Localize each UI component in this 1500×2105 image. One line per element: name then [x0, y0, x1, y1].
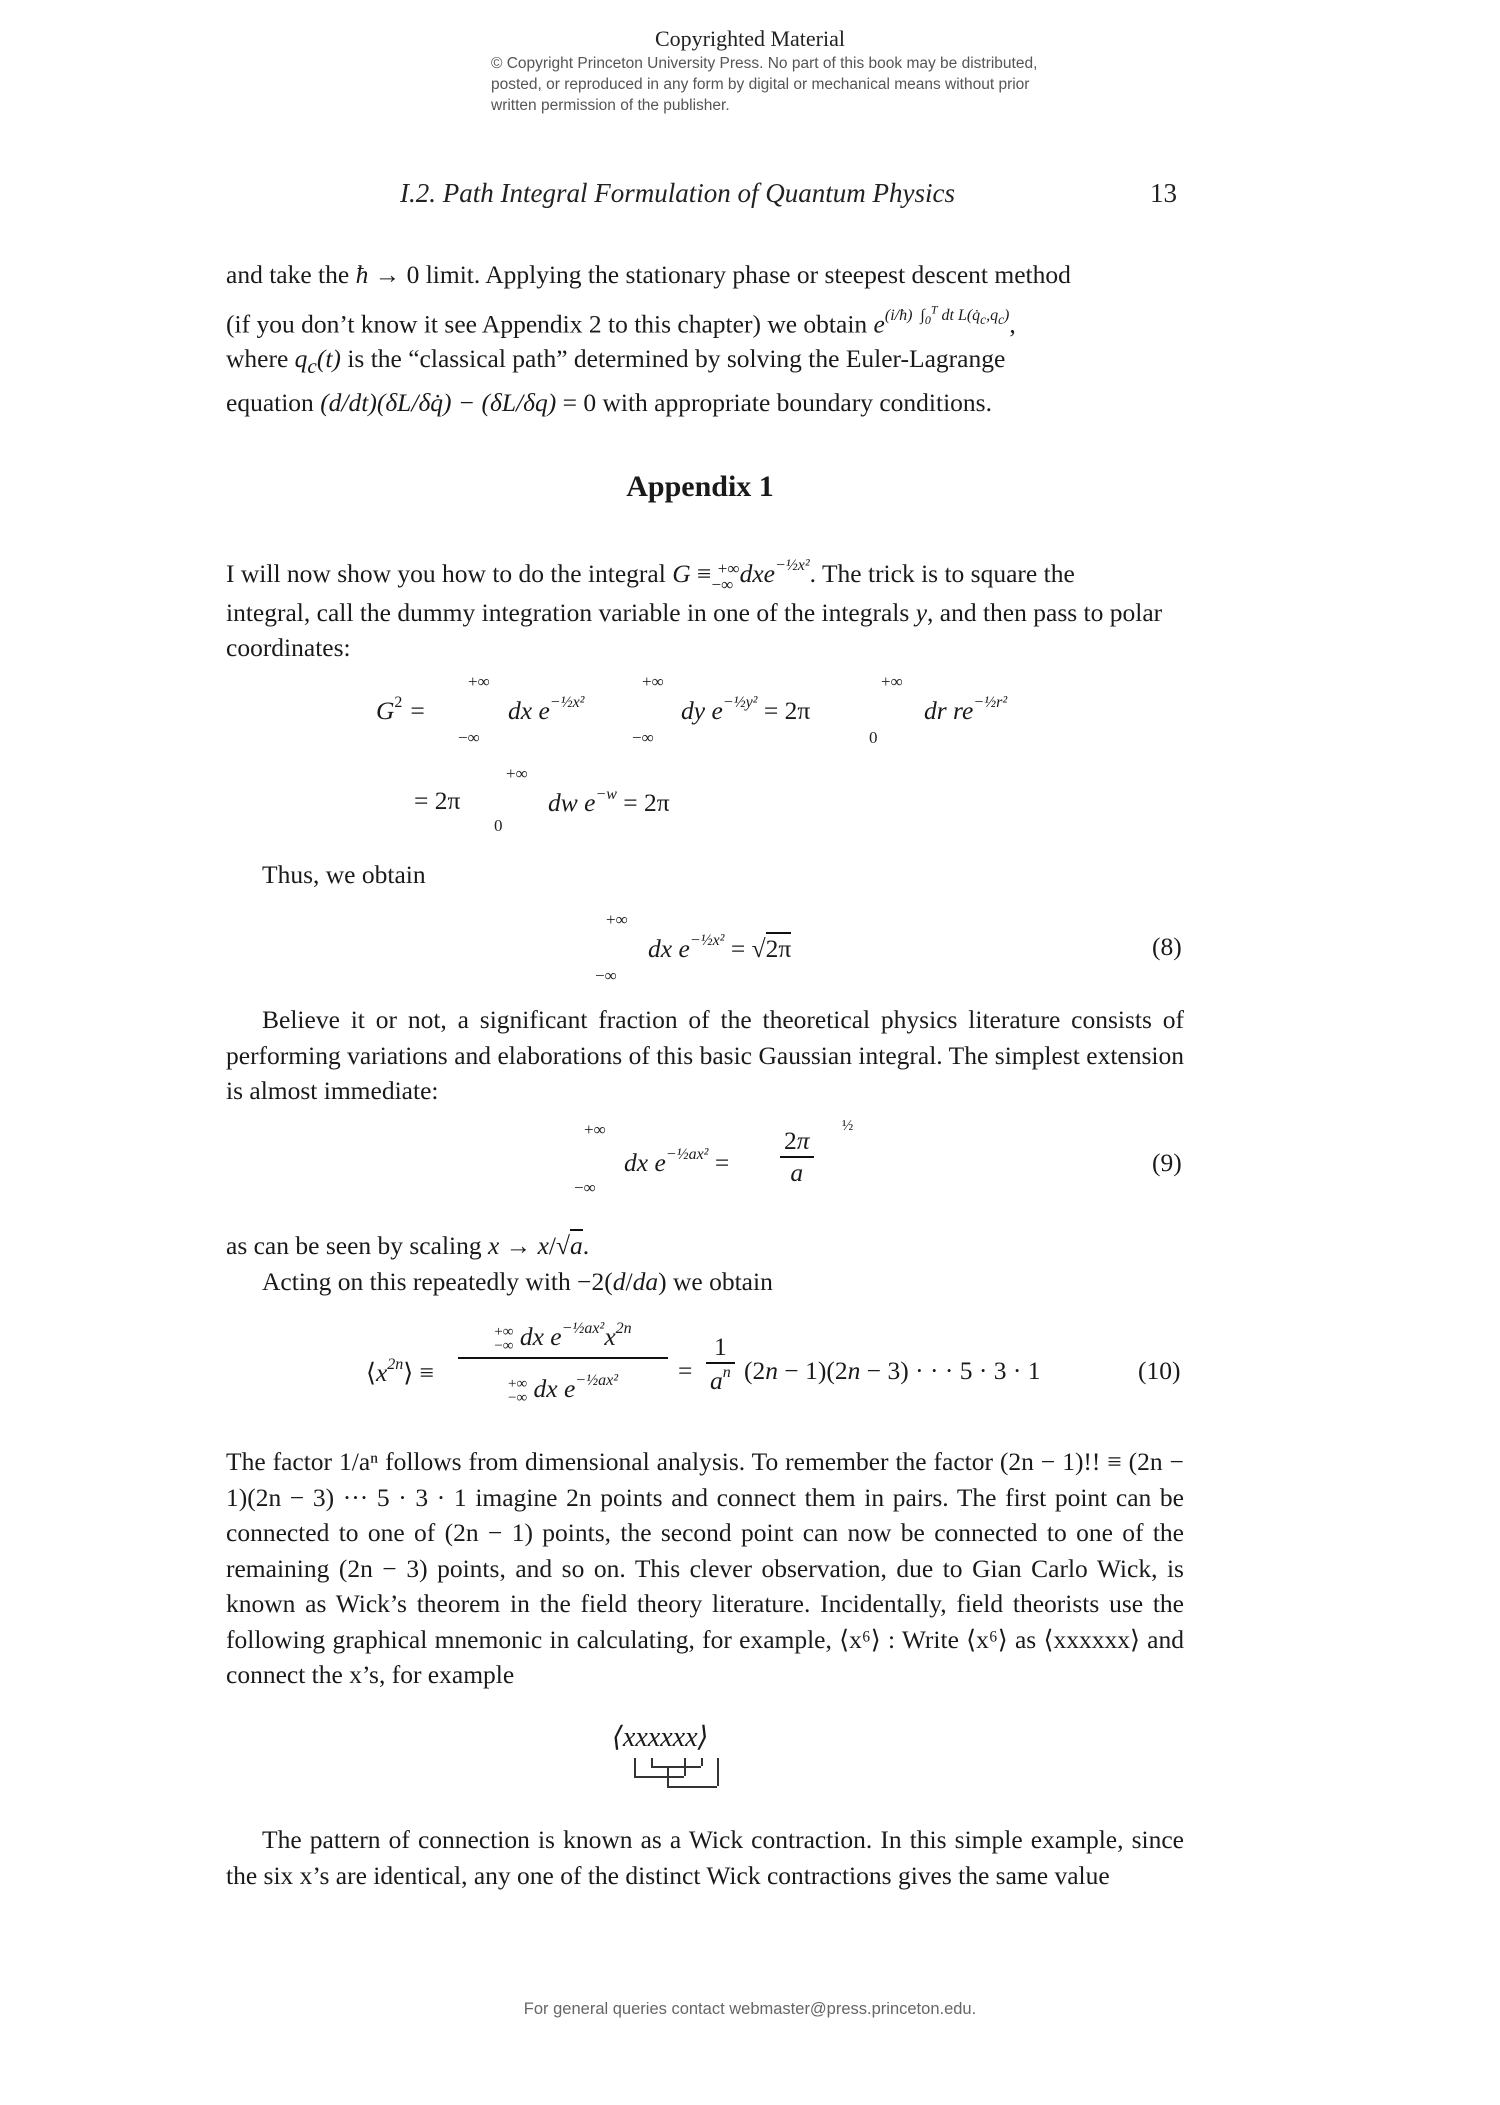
intro-paragraph	[226, 257, 1184, 420]
running-head: I.2. Path Integral Formulation of Quantum Physics	[400, 178, 955, 208]
footer-contact: For general queries contact webmaster@press.princeton.edu.	[523, 2000, 977, 2018]
copyright-notice: © Copyright Princeton University Press. No part of this book may be distributed, posted, or reproduced in any form by digital or mechanical means without prior written permission of the publisher.	[491, 55, 1038, 114]
copyright-title: Copyrighted Material	[654, 26, 845, 51]
intro-line-3: where $q_c(t)$ is the “classical path” determined by solving the Euler-Lagrange	[226, 344, 1006, 379]
appendix-heading: Appendix 1	[626, 470, 774, 503]
page-number: 13	[1150, 178, 1177, 208]
equation-10: $⟨x^{2n}⟩$ ≡ +∞ −∞ dx $e^{-\frac{1}{2}ax^2}x^{2n}$ +∞ −∞ dx $e^{-\frac{1}{2}ax^2}$ = $\frac{1}{a^n}$ (2n − 1)(2n − 3) · · · 5 · 3 · 1	[366, 1320, 1041, 1407]
appendix-paragraph-2: Believe it or not, a significant fraction of the theoretical physics literature consists of performing variations and elaborations of this basic Gaussian integral. The simplest extension is almost immediate:	[226, 1005, 1184, 1105]
intro-line-1: and take the ħ → 0 limit. Applying the stationary phase or steepest descent method	[226, 260, 1071, 289]
wick-contraction-diagram: ⟨xxxxxx⟩	[612, 1720, 762, 1800]
equation-9-number: (9)	[1152, 1148, 1182, 1177]
equation-9: +∞ −∞ dx $e^{-\frac{1}{2}ax^2}$ = $\frac{2\pi}{a}$ ½	[574, 1118, 854, 1197]
scaling-text: as can be seen by scaling x → x/√a.	[226, 1231, 590, 1260]
intro-line-4: equation (d/dt)(δL/δq̇) − (δL/δq) = 0 with appropriate boundary conditions.	[226, 387, 992, 417]
appendix-paragraph-1: I will now show you how to do the integral G ≡ +∞$_{-\infty}$ dxe$^{-\frac{1}{2}x^2}$. The trick is to square the integral, call the dummy integration variable in one of the integrals y, and then pass to polar coordinates:	[226, 557, 1163, 662]
intro-line-2: (if you don’t know it see Appendix 2 to this chapter) we obtain $e^{(i/ħ) \int_0^T dt L(q̇_c,q_c)}$,	[226, 302, 1016, 338]
acting-text: Acting on this repeatedly with −2(d/da) we obtain	[262, 1267, 773, 1296]
thus-text: Thus, we obtain	[262, 860, 426, 889]
equation-polar: $G^2$ = +∞ −∞ dx $e^{-\frac{1}{2}x^2}$ +∞ −∞ dy $e^{-\frac{1}{2}y^2} = 2\pi$ +∞ 0 dr $re^{-\frac{1}{2}r^2}$ = 2π +∞ 0 dw $e^{-w} = 2\pi$	[376, 672, 1008, 835]
equation-8-number: (8)	[1152, 932, 1182, 961]
appendix-paragraph-3: The factor 1/aⁿ follows from dimensional analysis. To remember the factor (2n − 1)!! ≡ (2n − 1)(2n − 3) ··· 5 · 3 · 1 imagine 2n points and connect them in pairs. The first point can be connected to one of (2n − 1) points, the second point can now be connected to one of the remaining (2n − 3) points, and so on. This clever observation, due to Gian Carlo Wick, is known as Wick’s theorem in the field theory literature. Incidentally, field theorists use the following graphical mnemonic in calculating, for example, ⟨x⁶⟩ : Write ⟨x⁶⟩ as ⟨xxxxxx⟩ and connect the x’s, for example	[226, 1447, 1184, 1689]
equation-10-number: (10)	[1138, 1356, 1181, 1385]
equation-8: +∞ −∞ dx $e^{-\frac{1}{2}x^2} = √2\pi$	[595, 910, 792, 985]
appendix-paragraph-4: The pattern of connection is known as a Wick contraction. In this simple example, since the six x’s are identical, any one of the distinct Wick contractions gives the same value	[226, 1825, 1184, 1890]
